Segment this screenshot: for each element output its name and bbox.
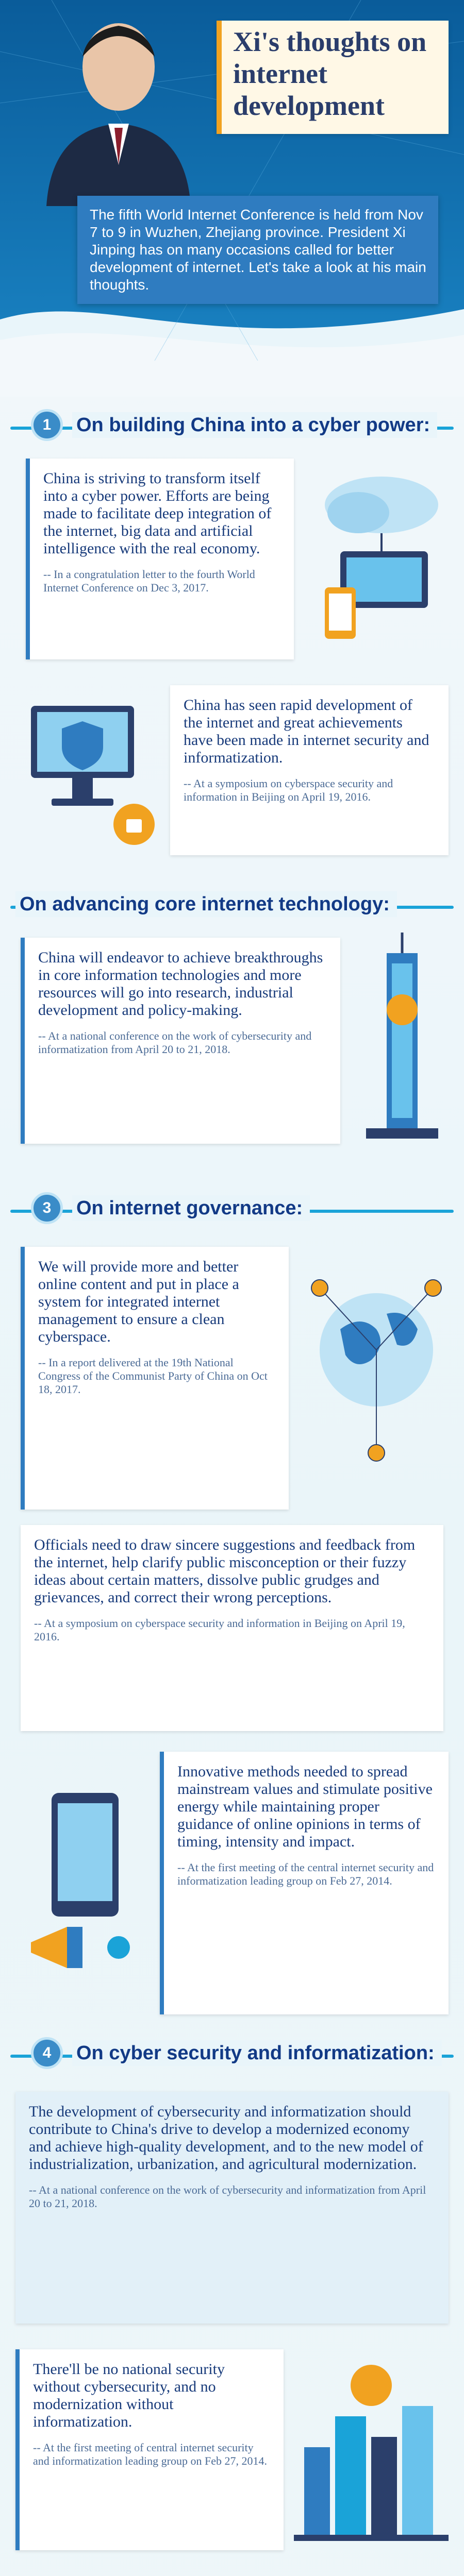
quote-source: -- In a congratulation letter to the fourth World Internet Conference on Dec 3, 2017. [43,568,255,594]
quote-source: -- In a report delivered at the 19th National Congress of the Communist Party of China on Oct 18, 2017. [38,1356,268,1396]
section-title: On internet governance: [72,1195,310,1221]
section-title: On cyber security and informatization: [72,2040,442,2066]
phone-megaphone-illustration [21,1772,150,1994]
quote-text: China will endeavor to achieve breakthroughs in core information technologies and more resources will go into research, industrial development and policy-making. [38,949,323,1019]
quote-source: -- At a national conference on the work of cybersecurity and informatization from April 20 to 21, 2018. [38,1029,312,1056]
intro-box [77,196,438,304]
quote-card-5 [21,1525,443,1731]
quote-text: There'll be no national security without cybersecurity, and no modernization without informatization. [33,2361,225,2430]
title-box [217,21,449,134]
quote-source: -- At the first meeting of central internet security and informatization leading group on Feb 27, 2014. [33,2441,267,2467]
section-number: 3 [31,1192,63,1224]
quote-card-4 [21,1247,289,1510]
cloud-devices-illustration [309,464,449,649]
quote-card-1 [26,459,294,659]
quote-source: -- At a symposium on cyberspace security and information in Beijing on April 19, 2016. [34,1617,405,1643]
section-number: 4 [31,2037,63,2069]
quote-text: The development of cybersecurity and informatization should contribute to China's drive to develop a modernized economy and achieve high-quality development, and to the new model of industrialization, urbanization, and agricultural modernization. [29,2103,423,2173]
header-banner [0,0,464,397]
city-network-illustration [294,2354,449,2550]
quote-text: We will provide more and better online content and put in place a system for integrated internet management to ensure a clean cyberspace. [38,1258,239,1345]
section-heading-3 [10,1190,454,1226]
quote-card-8 [15,2349,284,2550]
section-title: On building China into a cyber power: [72,412,437,438]
quote-card-3 [21,938,340,1144]
tower-illustration [351,933,454,1149]
section-heading-4 [10,2035,454,2071]
portrait-illustration [36,10,201,206]
section-number: 1 [31,409,63,441]
section-heading-1 [10,407,454,443]
quote-text: Officials need to draw sincere suggestions and feedback from the internet, help clarify public misconception or their fuzzy ideas about certain matters, dissolve public grudges and grievances, and correct their wrong perceptions. [34,1536,416,1606]
security-computer-illustration [21,685,160,860]
quote-card-2 [170,685,449,855]
quote-card-6 [160,1752,449,2014]
quote-source: -- At a national conference on the work of cybersecurity and informatization from April 20 to 21, 2018. [29,2183,426,2210]
quote-text: China is striving to transform itself into a cyber power. Efforts are being made to facilitate deep integration of the internet, big data and artificial intelligence with the real economy. [43,470,272,557]
quote-card-7 [15,2092,449,2324]
quote-source: -- At a symposium on cyberspace security and information in Beijing on April 19, 2016. [184,777,393,803]
intro-text: The fifth World Internet Conference is held from Nov 7 to 9 in Wuzhen, Zhejiang province. President Xi Jinping has on many occasions called for better development of internet. Let's take a look at his main thoughts. [90,207,426,293]
quote-text: Innovative methods needed to spread mainstream values and stimulate positive energy while maintaining proper guidance of online opinions in terms of timing, intensity and impact. [177,1763,433,1850]
section-title: On advancing core internet technology: [15,891,397,917]
quote-text: China has seen rapid development of the internet and great achievements have been made in internet security and informatization. [184,697,429,766]
page-title: Xi's thoughts on internet development [233,26,427,121]
quote-source: -- At the first meeting of the central internet security and informatization leading group on Feb 27, 2014. [177,1861,434,1887]
section-heading-2 [10,886,454,922]
globe-network-illustration [299,1257,454,1473]
